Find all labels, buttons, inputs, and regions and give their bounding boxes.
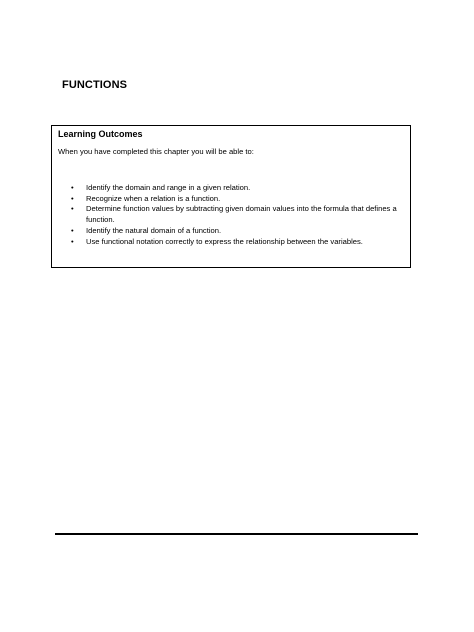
footer-divider [55,533,418,535]
list-item-text: Use functional notation correctly to express the relationship between the variables. [86,236,363,246]
list-item-text: Identify the domain and range in a given relation. [86,183,251,192]
list-item [71,194,401,205]
learning-outcomes-intro: When you have completed this chapter you will be able to: [58,147,254,156]
learning-outcomes-box [51,125,411,268]
list-item-text: Identify the natural domain of a function. [86,225,222,235]
bullet-icon: • [71,236,74,246]
bullet-icon: • [71,183,74,192]
list-item [71,204,401,225]
list-item [71,183,401,194]
learning-outcomes-title: Learning Outcomes [58,129,143,139]
bullet-icon: • [71,193,74,203]
list-item-text: Determine function values by subtracting given domain values into the formula that defines a function. [86,204,397,225]
list-item-text: Recognize when a relation is a function. [86,193,221,203]
bullet-icon: • [71,204,74,214]
learning-outcomes-list [71,183,401,247]
list-item [71,237,401,248]
list-item [71,226,401,237]
bullet-icon: • [71,225,74,235]
page-title: FUNCTIONS [62,79,128,91]
